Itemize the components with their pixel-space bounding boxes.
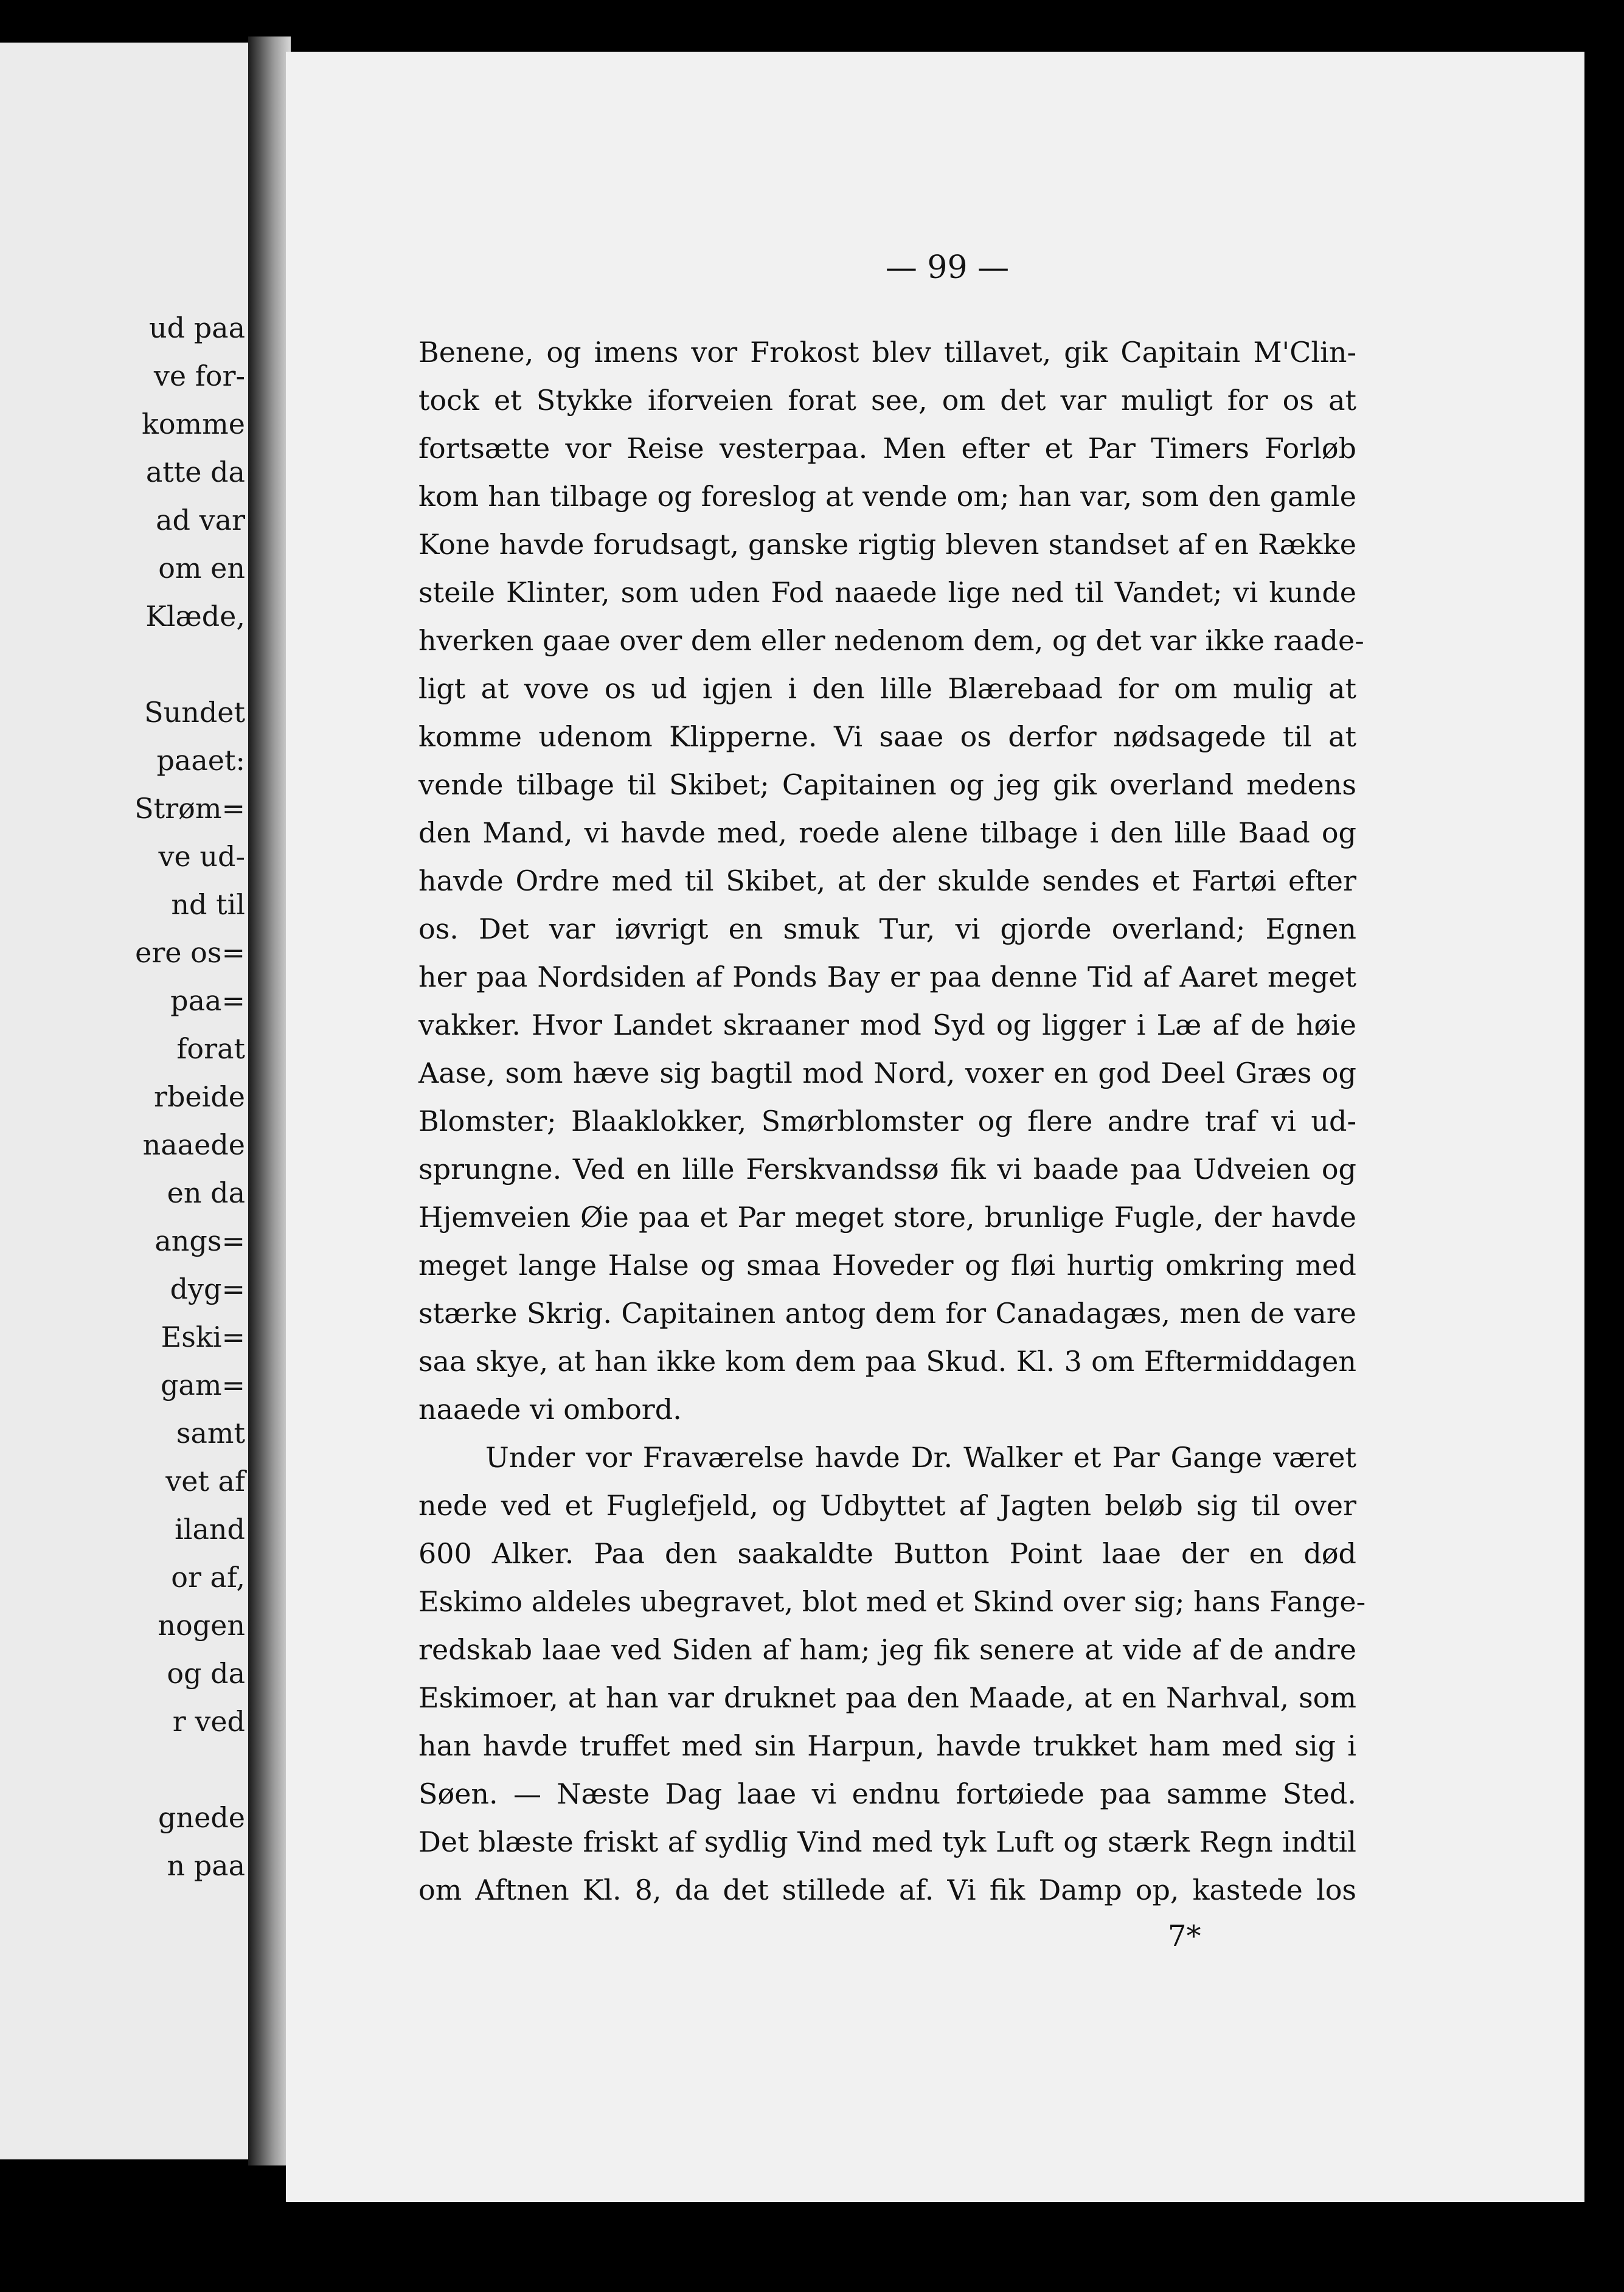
left-page-fragment: naaede (142, 1128, 245, 1161)
text-line: fortsætte vor Reise vesterpaa. Men efter et Par Timers Forløb (418, 432, 1356, 465)
left-page-fragment: ad var (156, 504, 245, 537)
text-line: redskab laae ved Siden af ham; jeg fik senere at vide af de andre (418, 1633, 1356, 1666)
text-line: steile Klinter, som uden Fod naaede lige ned til Vandet; vi kunde (418, 576, 1356, 609)
text-line: os. Det var iøvrigt en smuk Tur, vi gjorde overland; Egnen (418, 912, 1356, 945)
text-line: Benene, og imens vor Frokost blev tillavet, gik Capitain M'Clin- (418, 336, 1356, 369)
left-page-fragment: Eski= (161, 1321, 245, 1353)
left-page-fragment: paaet: (156, 744, 245, 777)
left-page-fragment: forat (176, 1032, 245, 1065)
left-page-fragment: og da (167, 1657, 245, 1690)
text-line: vakker. Hvor Landet skraaner mod Syd og ligger i Læ af de høie (418, 1009, 1356, 1041)
text-line: havde Ordre med til Skibet, at der skulde sendes et Fartøi efter (418, 864, 1356, 897)
left-page-fragment: om en (158, 552, 245, 585)
left-page-fragment: Klæde, (145, 600, 245, 633)
text-line: kom han tilbage og foreslog at vende om; han var, som den gamle (418, 480, 1356, 513)
left-page-fragment: gnede (158, 1801, 245, 1834)
left-page-fragment: iland (175, 1513, 245, 1546)
left-page-fragment: rbeide (153, 1080, 245, 1113)
text-line: ligt at vove os ud igjen i den lille Blærebaad for om mulig at (418, 672, 1356, 705)
left-page-fragment: ere os= (135, 936, 245, 969)
page-number: — 99 — (885, 249, 1010, 286)
text-line: Aase, som hæve sig bagtil mod Nord, voxer en god Deel Græs og (418, 1057, 1356, 1089)
text-line: 600 Alker. Paa den saakaldte Button Point laae der en død (418, 1537, 1356, 1570)
left-page-fragment: gam= (160, 1369, 245, 1401)
text-line: Søen. — Næste Dag laae vi endnu fortøiede paa samme Sted. (418, 1777, 1356, 1810)
left-page-fragment (134, 641, 245, 689)
left-page-fragment: atte da (145, 456, 245, 488)
text-line: Hjemveien Øie paa et Par meget store, brunlige Fugle, der havde (418, 1201, 1356, 1234)
book-gutter (248, 36, 291, 2165)
left-page-fragment: Sundet (144, 696, 245, 729)
left-page-fragment: nogen (158, 1609, 245, 1642)
left-page-text-fragments (134, 304, 245, 1890)
left-page-fragment: nd til (171, 888, 245, 921)
left-page-fragment: r ved (172, 1705, 245, 1738)
left-page-fragment: dyg= (170, 1273, 245, 1305)
text-line: han havde truffet med sin Harpun, havde trukket ham med sig i (418, 1729, 1356, 1762)
text-line: om Aftnen Kl. 8, da det stillede af. Vi fik Damp op, kastede los (418, 1874, 1356, 1906)
text-line: vende tilbage til Skibet; Capitainen og jeg gik overland medens (418, 768, 1356, 801)
text-line: meget lange Halse og smaa Hoveder og fløi hurtig omkring med (418, 1249, 1356, 1282)
left-page-fragment: en da (167, 1176, 245, 1209)
body-text (418, 328, 1366, 1914)
left-page-fragment: vet af (165, 1465, 245, 1498)
left-page (0, 43, 252, 2159)
left-page-fragment (134, 1746, 245, 1794)
text-line: den Mand, vi havde med, roede alene tilbage i den lille Baad og (418, 816, 1356, 849)
text-line: Blomster; Blaaklokker, Smørblomster og flere andre traf vi ud- (418, 1105, 1356, 1137)
text-line: Det blæste friskt af sydlig Vind med tyk Luft og stærk Regn indtil (418, 1825, 1356, 1858)
left-page-fragment: Strøm= (134, 792, 245, 825)
left-page-fragment: n paa (167, 1849, 245, 1882)
left-page-fragment: ve ud- (158, 840, 245, 873)
text-line: hverken gaae over dem eller nedenom dem, og det var ikke raade- (418, 624, 1364, 657)
text-line: Eskimo aldeles ubegravet, blot med et Skind over sig; hans Fange- (418, 1585, 1366, 1618)
right-page (286, 52, 1584, 2202)
text-line: her paa Nordsiden af Ponds Bay er paa denne Tid af Aaret meget (418, 960, 1356, 993)
text-line: saa skye, at han ikke kom dem paa Skud. Kl. 3 om Eftermiddagen (418, 1345, 1356, 1378)
left-page-fragment: samt (176, 1417, 245, 1450)
left-page-fragment: or af, (171, 1561, 245, 1594)
left-page-fragment: komme (141, 408, 245, 440)
text-line: naaede vi ombord. (418, 1393, 682, 1426)
left-page-fragment: paa= (170, 984, 245, 1017)
text-line: nede ved et Fuglefjeld, og Udbyttet af Jagten beløb sig til over (418, 1489, 1356, 1522)
left-page-fragment: angs= (154, 1224, 245, 1257)
signature-mark: 7* (1168, 1919, 1201, 1953)
text-line: Eskimoer, at han var druknet paa den Maade, at en Narhval, som (418, 1681, 1356, 1714)
text-line: Under vor Fraværelse havde Dr. Walker et Par Gange været (485, 1441, 1356, 1474)
text-line: komme udenom Klipperne. Vi saae os derfor nødsagede til at (418, 720, 1356, 753)
text-line: stærke Skrig. Capitainen antog dem for Canadagæs, men de vare (418, 1297, 1356, 1330)
left-page-fragment: ud paa (149, 311, 245, 344)
text-line: Kone havde forudsagt, ganske rigtig bleven standset af en Række (418, 528, 1356, 561)
left-page-fragment: ve for- (153, 359, 245, 392)
text-line: sprungne. Ved en lille Ferskvandssø fik vi baade paa Udveien og (418, 1153, 1356, 1186)
text-line: tock et Stykke iforveien forat see, om det var muligt for os at (418, 384, 1356, 417)
